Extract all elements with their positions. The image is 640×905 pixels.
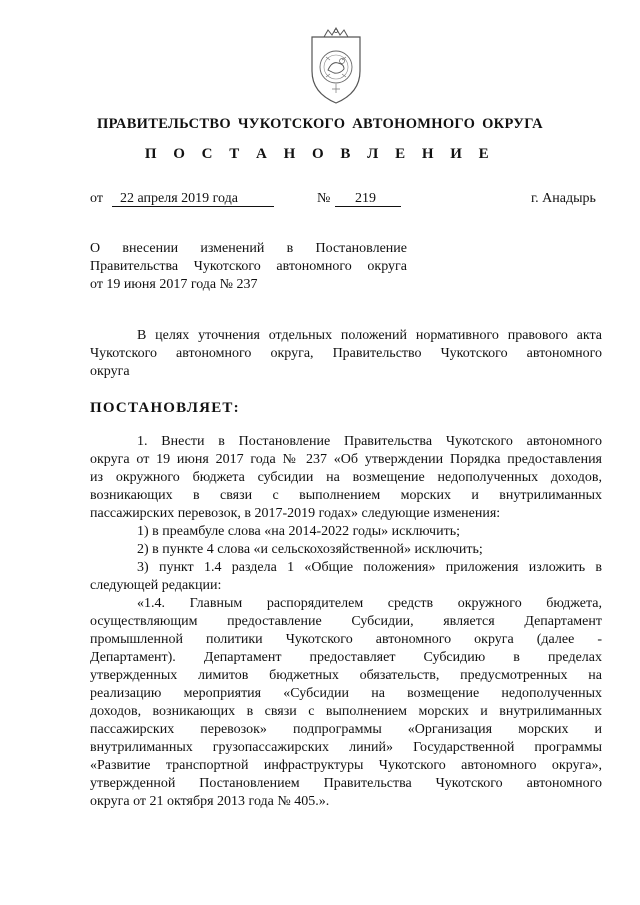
body-line: внутрилиманных грузопассажирских линий» Государственной программы: [90, 740, 602, 755]
preamble-line: В целях уточнения отдельных положений нормативного правового акта: [137, 328, 602, 343]
resolve-heading: ПОСТАНОВЛЯЕТ:: [90, 400, 240, 416]
body-line: промышленной политики Чукотского автономного округа (далее -: [90, 632, 602, 647]
document-city: г. Анадырь: [531, 191, 596, 206]
body-line: возникающих в связи с выполнением морских и внутрилиманных: [90, 488, 602, 503]
document-date: 22 апреля 2019 года: [112, 191, 274, 207]
body-line: осуществляющим предоставление Субсидии, является Департамент: [90, 614, 602, 629]
body-line: 3) пункт 1.4 раздела 1 «Общие положения» приложения изложить в: [137, 560, 602, 575]
body-line: следующей редакции:: [90, 578, 222, 593]
body-line: из окружного бюджета субсидии на возмещение недополученных доходов,: [90, 470, 602, 485]
body-line: «Развитие транспортной инфраструктуры Чукотского автономного округа»,: [90, 758, 602, 773]
document-number: 219: [335, 191, 401, 207]
government-title: ПРАВИТЕЛЬСТВО ЧУКОТСКОГО АВТОНОМНОГО ОКРУГА: [97, 116, 543, 132]
body-line: пассажирских перевозок» подпрограммы «Организация морских и: [90, 722, 602, 737]
resolution-body: [90, 433, 602, 811]
body-line: 1) в преамбуле слова «на 2014-2022 годы» исключить;: [137, 524, 460, 539]
coat-of-arms-icon: [306, 27, 366, 107]
body-line: 2) в пункте 4 слова «и сельскохозяйственной» исключить;: [137, 542, 483, 557]
body-line: округа от 19 июня 2017 года № 237 «Об утверждении Порядка предоставления: [90, 452, 602, 467]
coat-of-arms-emblem: [306, 27, 366, 107]
body-line: утвержденной Постановлением Правительства Чукотского автономного: [90, 776, 602, 791]
body-line: 1. Внести в Постановление Правительства Чукотского автономного: [137, 434, 602, 449]
document-type: П О С Т А Н О В Л Е Н И Е: [144, 146, 496, 162]
body-line: «1.4. Главным распорядителем средств окружного бюджета,: [137, 596, 602, 611]
date-prefix: от: [90, 191, 103, 206]
preamble-line: округа: [90, 364, 130, 379]
subject-line: от 19 июня 2017 года № 237: [90, 277, 258, 292]
body-line: доходов, возникающих в связи с выполнением морских и внутрилиманных: [90, 704, 602, 719]
preamble-line: Чукотского автономного округа, Правительство Чукотского автономного: [90, 346, 602, 361]
subject-line: О внесении изменений в Постановление: [90, 241, 407, 256]
body-line: утвержденных лимитов бюджетных обязательств, предусмотренных на: [90, 668, 602, 683]
preamble: [90, 327, 602, 381]
number-sign: №: [317, 191, 331, 206]
body-line: пассажирских перевозок, в 2017-2019 годах» следующие изменения:: [90, 506, 501, 521]
body-line: Департамент). Департамент предоставляет Субсидию в пределах: [90, 650, 602, 665]
document-subject: [90, 240, 407, 294]
body-line: реализацию мероприятия «Субсидии на возмещение недополученных: [90, 686, 602, 701]
subject-line: Правительства Чукотского автономного округа: [90, 259, 407, 274]
body-line: округа от 21 октября 2013 года № 405.».: [90, 794, 330, 809]
